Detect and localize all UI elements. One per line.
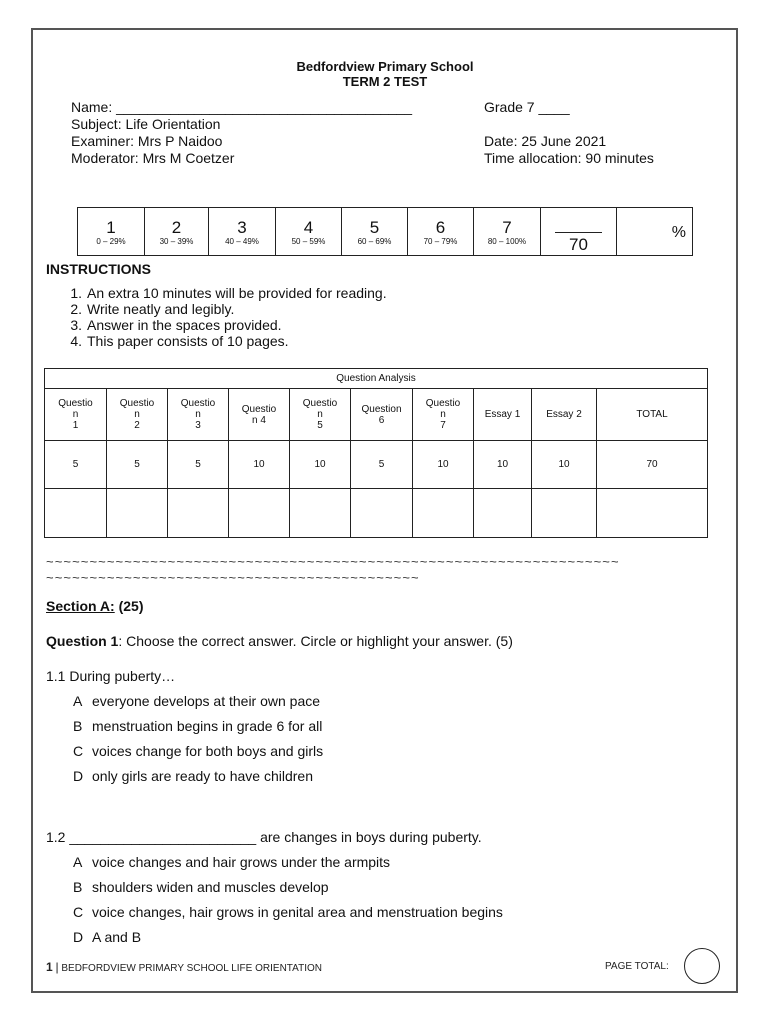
answer-option[interactable]: B shoulders widen and muscles develop (73, 879, 329, 895)
footer-separator: | (55, 960, 59, 974)
list-item: 2. Write neatly and legibly. (70, 301, 235, 317)
grade-scale-table (77, 207, 693, 256)
column-header: Questio n 3 (168, 389, 229, 441)
grade-level-cell: 3 40 – 49% (209, 208, 276, 256)
mark-total-cell[interactable] (541, 208, 617, 256)
page-total-circle[interactable] (684, 948, 720, 984)
grade-level-cell: 6 70 – 79% (408, 208, 474, 256)
score-entry-cell[interactable] (474, 489, 532, 538)
score-entry-cell[interactable] (290, 489, 351, 538)
marks-cell: 5 (107, 441, 168, 489)
score-entry-cell[interactable] (413, 489, 474, 538)
marks-cell: 10 (532, 441, 597, 489)
grade-level-cell: 1 0 – 29% (78, 208, 145, 256)
date-label: Date: 25 June 2021 (484, 133, 607, 149)
time-label: Time allocation: 90 minutes (484, 150, 654, 166)
marks-cell: 5 (45, 441, 107, 489)
column-header: Questio n 1 (45, 389, 107, 441)
grade-field[interactable]: Grade 7 ____ (484, 99, 570, 115)
score-entry-cell[interactable] (351, 489, 413, 538)
marks-cell: 70 (597, 441, 708, 489)
footer-title: BEDFORDVIEW PRIMARY SCHOOL LIFE ORIENTATION (61, 963, 322, 974)
school-name: Bedfordview Primary School (296, 59, 474, 74)
answer-option[interactable]: D A and B (73, 929, 142, 945)
instructions-list (64, 285, 387, 349)
score-entry-cell[interactable] (597, 489, 708, 538)
test-title: TERM 2 TEST (342, 74, 428, 89)
list-item: 1. An extra 10 minutes will be provided for reading. (70, 285, 387, 301)
examiner-label: Examiner: Mrs P Naidoo (71, 133, 223, 149)
column-header: Questio n 7 (413, 389, 474, 441)
page-total-label: PAGE TOTAL: (605, 961, 669, 972)
score-entry-cell[interactable] (532, 489, 597, 538)
marks-cell: 10 (229, 441, 290, 489)
column-header: Essay 1 (474, 389, 532, 441)
tilde-divider: ~~~~~~~~~~~~~~~~~~~~~~~~~~~~~~~~~~~~~~~~~~~~~~~~~~~~~~~~~~~~~~~~~~ (46, 554, 620, 569)
score-entry-cell[interactable] (168, 489, 229, 538)
mark-entry-line (555, 232, 602, 233)
grade-level-cell: 7 80 – 100% (474, 208, 541, 256)
column-header: Essay 2 (532, 389, 597, 441)
question-analysis-table (44, 368, 708, 538)
table-caption: Question Analysis (45, 369, 708, 389)
total-marks: 70 (569, 235, 588, 254)
page-footer (46, 960, 322, 974)
list-item: 3. Answer in the spaces provided. (70, 317, 282, 333)
grade-level-cell: 2 30 – 39% (145, 208, 209, 256)
marks-cell: 10 (413, 441, 474, 489)
answer-option[interactable]: C voices change for both boys and girls (73, 743, 324, 759)
answer-option[interactable]: B menstruation begins in grade 6 for all (73, 718, 323, 734)
marks-cell: 5 (168, 441, 229, 489)
answer-option[interactable]: C voice changes, hair grows in genital area and menstruation begins (73, 904, 503, 920)
answer-option[interactable]: A voice changes and hair grows under the armpits (73, 854, 391, 870)
marks-cell: 10 (290, 441, 351, 489)
subject-label: Subject: Life Orientation (71, 116, 221, 132)
list-item: 4. This paper consists of 10 pages. (70, 333, 289, 349)
score-entry-cell[interactable] (45, 489, 107, 538)
tilde-divider: ~~~~~~~~~~~~~~~~~~~~~~~~~~~~~~~~~~~~~~~~~~~ (46, 570, 420, 585)
grade-level-cell: 5 60 – 69% (342, 208, 408, 256)
instructions-heading: INSTRUCTIONS (46, 261, 151, 277)
question-1-heading: Question 1: Choose the correct answer. Circle or highlight your answer. (5) (46, 633, 513, 649)
score-entry-cell[interactable] (107, 489, 168, 538)
percent-cell[interactable]: % (617, 208, 693, 256)
question-1-2-stem: 1.2 ________________________ are changes in boys during puberty. (46, 829, 482, 845)
marks-cell: 10 (474, 441, 532, 489)
name-field[interactable]: Name: ______________________________________ (71, 99, 412, 115)
question-1-1-stem: 1.1 During puberty… (46, 668, 176, 684)
grade-level-cell: 4 50 – 59% (276, 208, 342, 256)
answer-option[interactable]: A everyone develops at their own pace (73, 693, 321, 709)
column-header: TOTAL (597, 389, 708, 441)
column-header: Questio n 4 (229, 389, 290, 441)
answer-option[interactable]: D only girls are ready to have children (73, 768, 314, 784)
marks-cell: 5 (351, 441, 413, 489)
column-header: Questio n 5 (290, 389, 351, 441)
column-header: Questio n 2 (107, 389, 168, 441)
column-header: Question 6 (351, 389, 413, 441)
score-entry-cell[interactable] (229, 489, 290, 538)
moderator-label: Moderator: Mrs M Coetzer (71, 150, 235, 166)
page-number: 1 (46, 960, 53, 974)
section-heading: Section A: (25) (46, 598, 144, 614)
